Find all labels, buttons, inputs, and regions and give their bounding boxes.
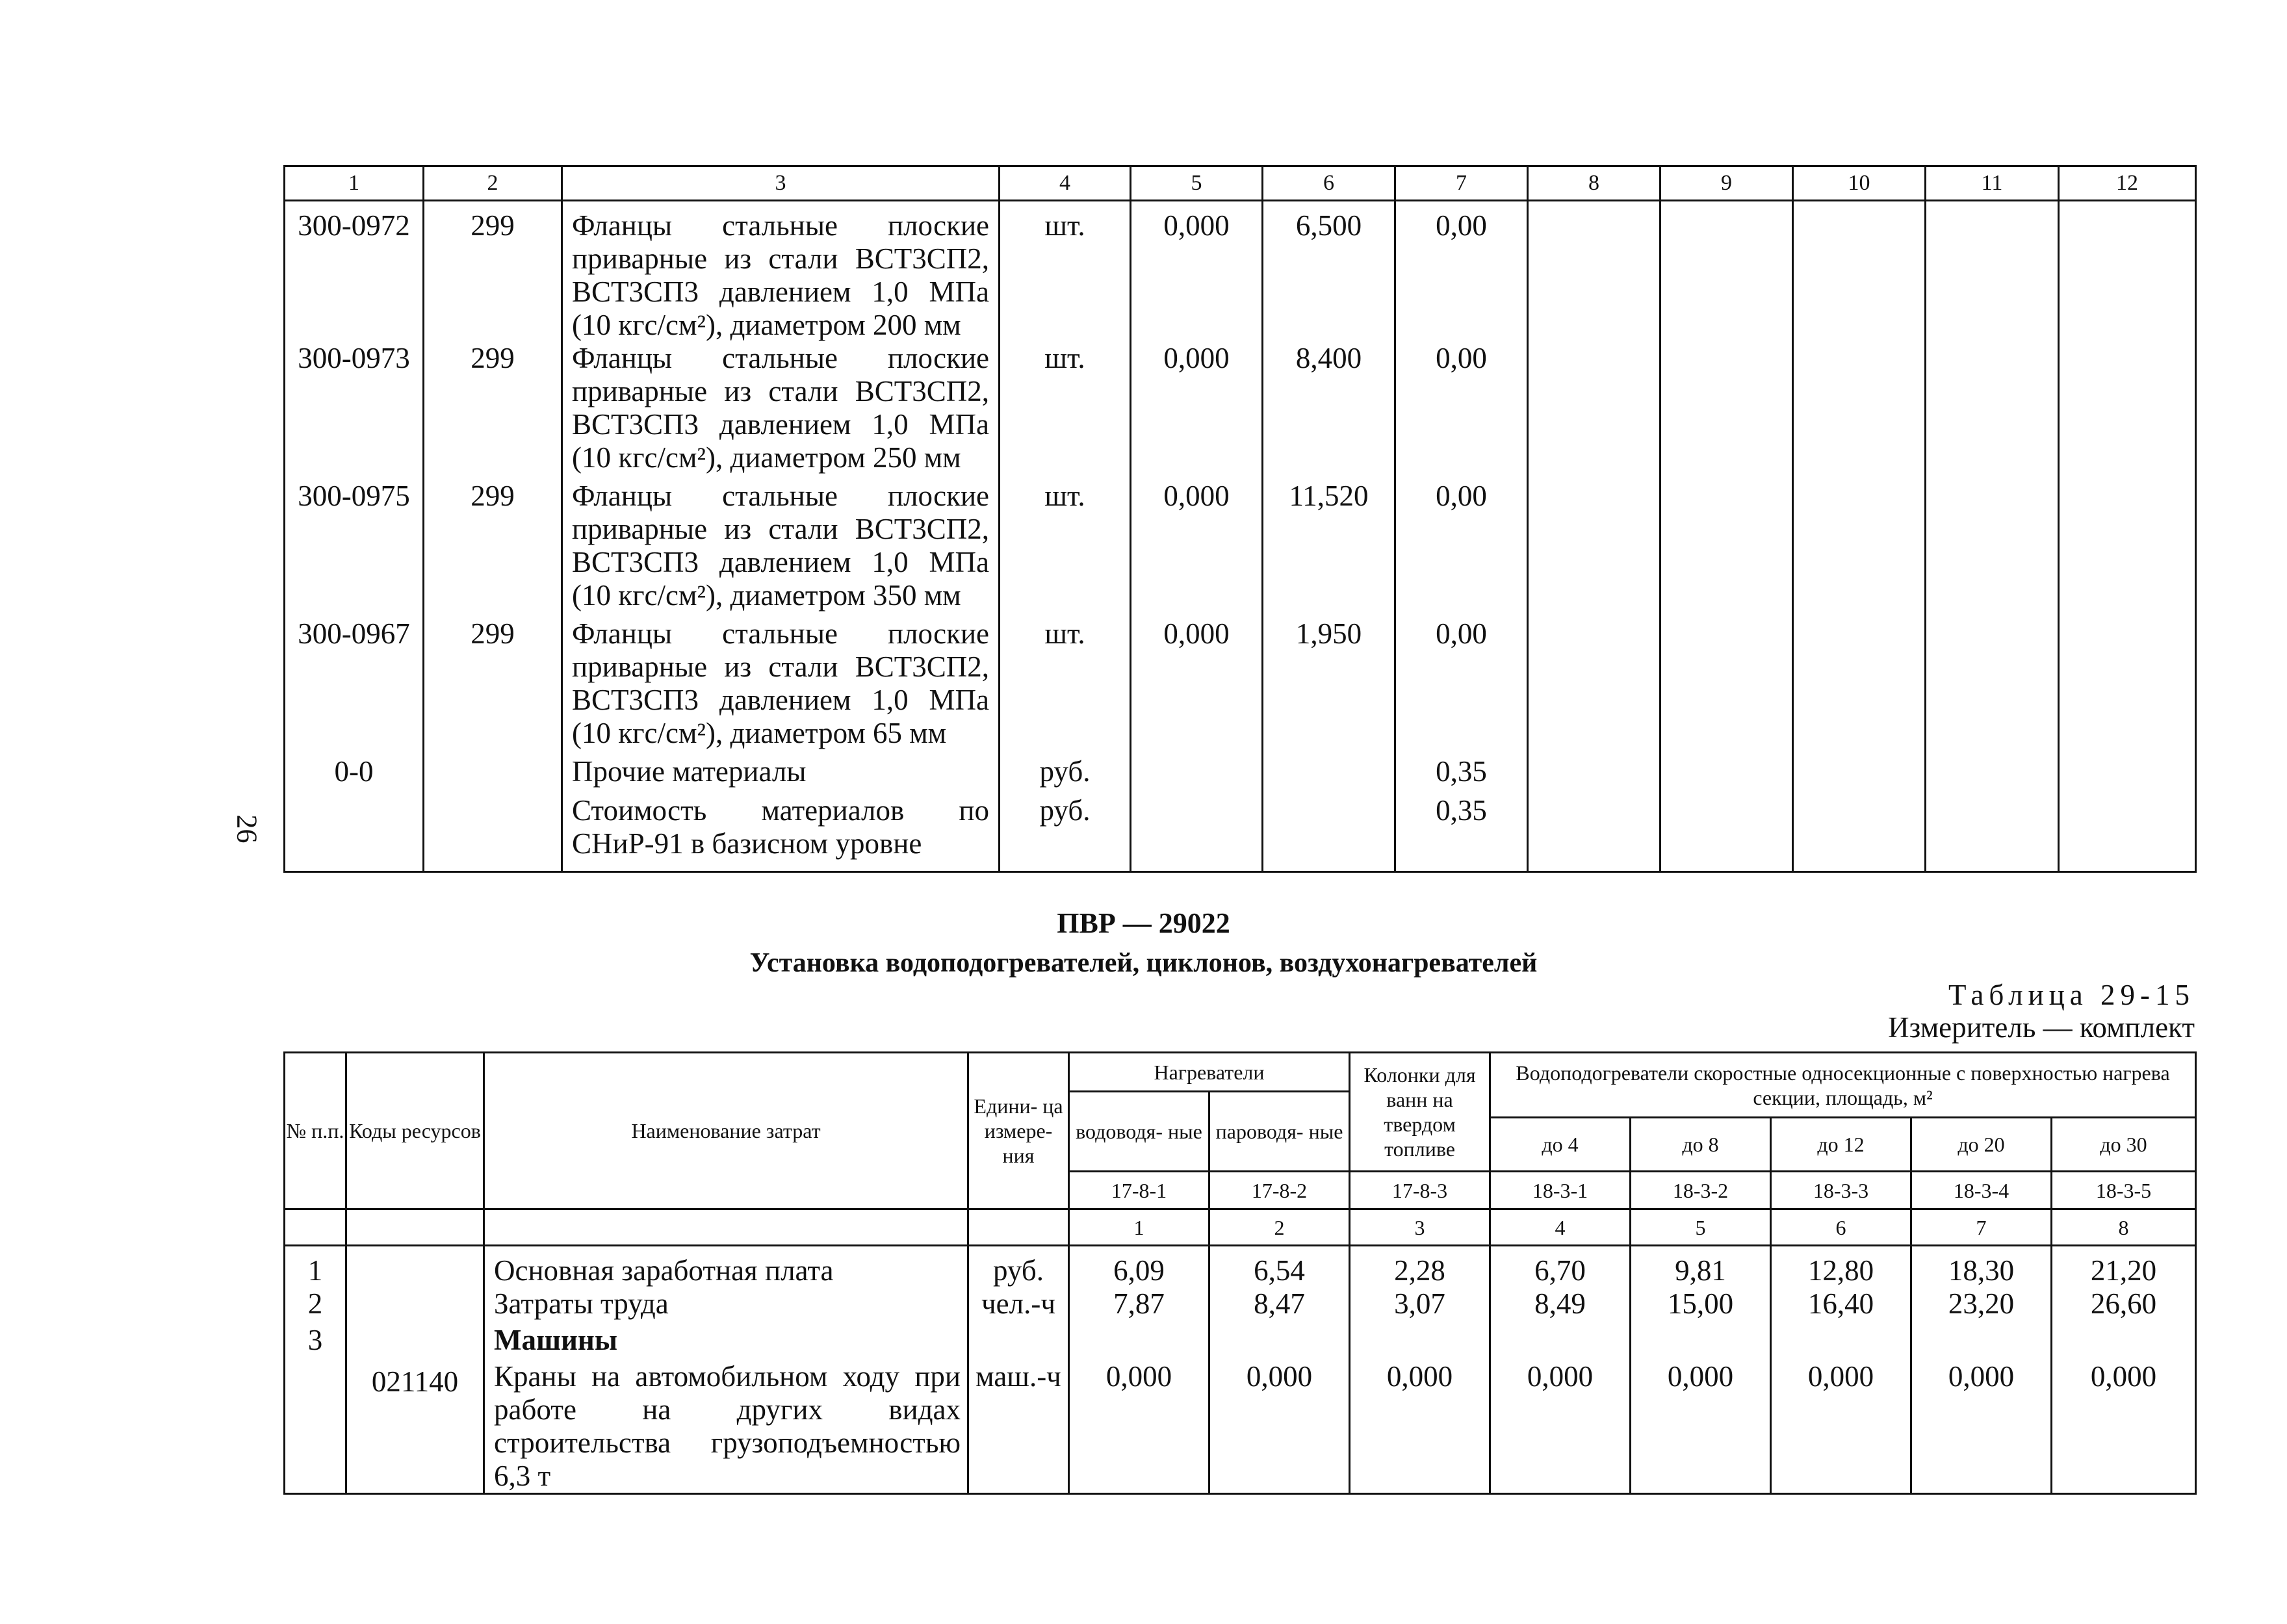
unit: шт.: [1000, 480, 1131, 617]
size-header: до 4: [1490, 1118, 1631, 1172]
value: 0,00: [1395, 201, 1528, 342]
value: [1263, 755, 1395, 794]
col-number: 11: [1926, 166, 2059, 201]
col-number: 4: [1490, 1209, 1631, 1246]
value: 1,950: [1263, 617, 1395, 755]
resource-code: [346, 1287, 484, 1324]
page-number: 26: [231, 814, 263, 844]
value: 12,80: [1771, 1246, 1911, 1288]
empty-cell: [1793, 617, 1926, 755]
empty-cell: [1528, 755, 1660, 794]
col-number: 7: [1911, 1209, 2052, 1246]
table-row: [285, 755, 2196, 794]
norm-code: 18-3-2: [1631, 1172, 1771, 1209]
material-name: Фланцы стальные плоские приварные из стали ВСТ3СП2, ВСТ3СП3 давлением 1,0 МПа (10 кгс/см²), диаметром 250 мм: [562, 342, 1000, 480]
material-name: Стоимость материалов по СНиР-91 в базисном уровне: [562, 794, 1000, 872]
column-number-row: [285, 166, 2196, 201]
empty-cell: [2059, 480, 2196, 617]
section-code: ПВР — 29022: [1057, 907, 1230, 939]
col-number: 8: [2052, 1209, 2196, 1246]
empty-cell: [2059, 342, 2196, 480]
value: [1069, 1324, 1209, 1360]
col-unit-header: Едини- ца измере- ния: [968, 1053, 1069, 1209]
norm-code: 18-3-5: [2052, 1172, 2196, 1209]
col-number: 6: [1263, 166, 1395, 201]
unit: руб.: [1000, 794, 1131, 872]
col-number: 6: [1771, 1209, 1911, 1246]
resource-code: 300-0973: [285, 342, 424, 480]
resource-code: 0-0: [285, 755, 424, 794]
empty-cell: [1926, 342, 2059, 480]
size-header: до 12: [1771, 1118, 1911, 1172]
group-code: 299: [424, 342, 562, 480]
row-number: 3: [285, 1324, 346, 1360]
empty-cell: [1660, 755, 1793, 794]
col-number: 7: [1395, 166, 1528, 201]
group-code: 299: [424, 480, 562, 617]
value: 0,000: [1490, 1360, 1631, 1494]
unit: шт.: [1000, 201, 1131, 342]
row-number: 2: [285, 1287, 346, 1324]
value: 0,00: [1395, 342, 1528, 480]
col-codes-header: Коды ресурсов: [346, 1053, 484, 1209]
empty-cell: [1528, 794, 1660, 872]
col-name-header: Наименование затрат: [484, 1053, 968, 1209]
empty-cell: [1528, 480, 1660, 617]
column-number-row: [285, 1209, 2196, 1246]
resource-code: 300-0972: [285, 201, 424, 342]
size-header: до 30: [2052, 1118, 2196, 1172]
empty-cell: [1528, 342, 1660, 480]
value: 0,000: [1771, 1360, 1911, 1494]
heater-water-header: водоводя- ные: [1069, 1092, 1209, 1172]
norm-code: 17-8-2: [1209, 1172, 1350, 1209]
empty-cell: [1926, 794, 2059, 872]
col-number: 1: [1069, 1209, 1209, 1246]
value: [1131, 755, 1263, 794]
row-number: [285, 1360, 346, 1494]
table-row: [285, 794, 2196, 872]
empty-cell: [1660, 342, 1793, 480]
table-row: [285, 201, 2196, 342]
col-number: 2: [424, 166, 562, 201]
value: 11,520: [1263, 480, 1395, 617]
empty-cell: [1528, 201, 1660, 342]
col-number: 2: [1209, 1209, 1350, 1246]
col-number: 4: [1000, 166, 1131, 201]
empty-cell: [1660, 794, 1793, 872]
empty-cell: [1926, 201, 2059, 342]
table-row: [285, 1246, 2196, 1288]
cost-name: Основная заработная плата: [484, 1246, 968, 1288]
section-title: Установка водоподогревателей, циклонов, воздухонагревателей: [749, 948, 1538, 978]
empty-cell: [1660, 480, 1793, 617]
costs-table: [283, 1051, 2197, 1495]
empty-cell: [1793, 480, 1926, 617]
value: 0,000: [1911, 1360, 2052, 1494]
value: 0,35: [1395, 794, 1528, 872]
value: 9,81: [1631, 1246, 1771, 1288]
empty-cell: [1660, 617, 1793, 755]
value: 16,40: [1771, 1287, 1911, 1324]
measure-line: Измеритель — комплект: [1888, 1011, 2195, 1044]
norm-code: 18-3-4: [1911, 1172, 2052, 1209]
resource-code: 021140: [346, 1360, 484, 1494]
section-machines-label: Машины: [484, 1324, 968, 1360]
material-name: Фланцы стальные плоские приварные из стали ВСТ3СП2, ВСТ3СП3 давлением 1,0 МПа (10 кгс/см²), диаметром 65 мм: [562, 617, 1000, 755]
col-number: 5: [1131, 166, 1263, 201]
empty-cell: [1926, 480, 2059, 617]
value: [1490, 1324, 1631, 1360]
empty-cell: [346, 1209, 484, 1246]
empty-cell: [1793, 794, 1926, 872]
resource-code: [285, 794, 424, 872]
value: 2,28: [1350, 1246, 1490, 1288]
value: 6,54: [1209, 1246, 1350, 1288]
cost-name: Краны на автомобильном ходу при работе на других видах строительства грузоподъемностью 6,3 т: [484, 1360, 968, 1494]
value: 0,000: [1631, 1360, 1771, 1494]
col-number: 5: [1631, 1209, 1771, 1246]
material-name: Фланцы стальные плоские приварные из стали ВСТ3СП2, ВСТ3СП3 давлением 1,0 МПа (10 кгс/см²), диаметром 200 мм: [562, 201, 1000, 342]
norm-code: 18-3-1: [1490, 1172, 1631, 1209]
material-name: Прочие материалы: [562, 755, 1000, 794]
empty-cell: [2059, 794, 2196, 872]
empty-cell: [1926, 617, 2059, 755]
value: 7,87: [1069, 1287, 1209, 1324]
value: 23,20: [1911, 1287, 2052, 1324]
material-name: Фланцы стальные плоские приварные из стали ВСТ3СП2, ВСТ3СП3 давлением 1,0 МПа (10 кгс/см²), диаметром 350 мм: [562, 480, 1000, 617]
col-number: 12: [2059, 166, 2196, 201]
value: [1263, 794, 1395, 872]
col-number: 3: [1350, 1209, 1490, 1246]
value: 0,00: [1395, 617, 1528, 755]
table-row: [285, 1324, 2196, 1360]
resource-code: [346, 1246, 484, 1288]
value: 0,000: [1069, 1360, 1209, 1494]
value: 0,000: [1131, 342, 1263, 480]
value: 0,000: [1350, 1360, 1490, 1494]
value: [1771, 1324, 1911, 1360]
unit: руб.: [1000, 755, 1131, 794]
resource-code: [346, 1324, 484, 1360]
value: 6,70: [1490, 1246, 1631, 1288]
value: [1209, 1324, 1350, 1360]
norm-code: 17-8-1: [1069, 1172, 1209, 1209]
empty-cell: [1793, 755, 1926, 794]
value: 0,000: [1131, 480, 1263, 617]
col-number: 8: [1528, 166, 1660, 201]
value: 3,07: [1350, 1287, 1490, 1324]
value: 0,00: [1395, 480, 1528, 617]
value: 6,09: [1069, 1246, 1209, 1288]
group-code: [424, 794, 562, 872]
value: 6,500: [1263, 201, 1395, 342]
resource-code: 300-0975: [285, 480, 424, 617]
value: [1131, 794, 1263, 872]
header-row: [285, 1053, 2196, 1092]
unit: [968, 1324, 1069, 1360]
value: [1350, 1324, 1490, 1360]
table-caption: Таблица 29-15: [1948, 979, 2195, 1011]
value: 0,35: [1395, 755, 1528, 794]
unit: руб.: [968, 1246, 1069, 1288]
size-header: до 8: [1631, 1118, 1771, 1172]
group-code: 299: [424, 617, 562, 755]
unit: маш.-ч: [968, 1360, 1069, 1494]
table-row: [285, 480, 2196, 617]
heaters-group-header: Нагреватели: [1069, 1053, 1350, 1092]
unit: шт.: [1000, 342, 1131, 480]
col-number: 10: [1793, 166, 1926, 201]
boilers-group-header: Водоподогреватели скоростные односекционные с поверхностью нагрева секции, площадь, м²: [1490, 1053, 2196, 1118]
empty-cell: [1926, 755, 2059, 794]
table-row: [285, 342, 2196, 480]
table-row: [285, 1360, 2196, 1494]
group-code: 299: [424, 201, 562, 342]
norm-code: 17-8-3: [1350, 1172, 1490, 1209]
value: 8,47: [1209, 1287, 1350, 1324]
table-row: [285, 1287, 2196, 1324]
value: [1631, 1324, 1771, 1360]
norm-code: 18-3-3: [1771, 1172, 1911, 1209]
empty-cell: [1528, 617, 1660, 755]
col-number: 1: [285, 166, 424, 201]
value: 21,20: [2052, 1246, 2196, 1288]
value: 0,000: [2052, 1360, 2196, 1494]
value: 15,00: [1631, 1287, 1771, 1324]
col-number: 9: [1660, 166, 1793, 201]
group-code: [424, 755, 562, 794]
empty-cell: [2059, 755, 2196, 794]
empty-cell: [1793, 342, 1926, 480]
col-no-header: № п.п.: [285, 1053, 346, 1209]
empty-cell: [2059, 201, 2196, 342]
value: 0,000: [1131, 617, 1263, 755]
value: [2052, 1324, 2196, 1360]
empty-cell: [285, 1209, 346, 1246]
cost-name: Затраты труда: [484, 1287, 968, 1324]
materials-table: [283, 165, 2197, 873]
empty-cell: [1660, 201, 1793, 342]
value: 8,49: [1490, 1287, 1631, 1324]
resource-code: 300-0967: [285, 617, 424, 755]
table-row: [285, 617, 2196, 755]
value: 18,30: [1911, 1246, 2052, 1288]
empty-cell: [484, 1209, 968, 1246]
value: 0,000: [1131, 201, 1263, 342]
heater-steam-header: пароводя- ные: [1209, 1092, 1350, 1172]
value: 0,000: [1209, 1360, 1350, 1494]
value: 26,60: [2052, 1287, 2196, 1324]
row-number: 1: [285, 1246, 346, 1288]
col-number: 3: [562, 166, 1000, 201]
empty-cell: [968, 1209, 1069, 1246]
size-header: до 20: [1911, 1118, 2052, 1172]
unit: шт.: [1000, 617, 1131, 755]
value: 8,400: [1263, 342, 1395, 480]
empty-cell: [1793, 201, 1926, 342]
value: [1911, 1324, 2052, 1360]
unit: чел.-ч: [968, 1287, 1069, 1324]
columns-group-header: Колонки для ванн на твердом топливе: [1350, 1053, 1490, 1172]
empty-cell: [2059, 617, 2196, 755]
